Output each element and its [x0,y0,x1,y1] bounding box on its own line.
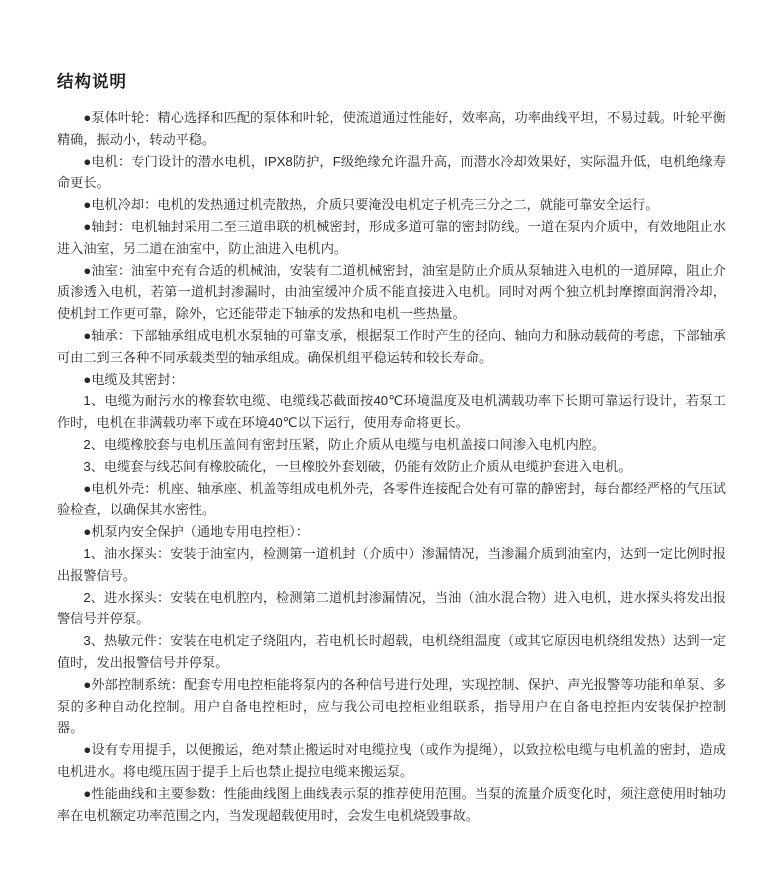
paragraph: ●性能曲线和主要参数：性能曲线图上曲线表示泵的推荐使用范围。当泵的流量介质变化时，须注意使用时轴功率在电机额定功率范围之内，当发现超载使用时，会发生电机烧毁事故。 [57,785,726,823]
paragraph: 2、进水探头：安装在电机腔内，检测第二道机封渗漏情况，当油（油水混合物）进入电机，进水探头将发出报警信号并停泵。 [57,589,726,627]
paragraph: ●轴承：下部轴承组成电机水泵轴的可靠支承，根据泵工作时产生的径向、轴向力和脉动载荷的考虑，下部轴承可由二到三各种不同承载类型的轴承组成。确保机组平稳运转和较长寿命。 [57,327,726,365]
paragraph: ●油室：油室中充有合适的机械油，安装有二道机械密封，油室是防止介质从泵轴进入电机的一道屏障，阻止介质渗透入电机，若第一道机封渗漏时，由油室缓冲介质不能直接进入电机。同时对两个独立机封摩擦面润滑冷却，使机封工作更可靠，除外，它还能带走下轴承的发热和电机一些热量。 [57,262,726,322]
paragraph: ●泵体叶轮：精心选择和匹配的泵体和叶轮，使流道通过性能好，效率高，功率曲线平坦，不易过载。叶轮平衡精确，振动小，转动平稳。 [57,110,726,147]
document-title: 结构说明 [57,73,127,91]
paragraph: 1、电缆为耐污水的橡套软电缆、电缆线芯截面按40℃环境温度及电机满载功率下长期可靠运行设计，若泵工作时，电机在非满载功率下或在环境40℃以下运行，使用寿命将更长。 [57,393,726,431]
paragraph: 2、电缆橡胶套与电机压盖间有密封压紧，防止介质从电缆与电机盖接口间渗入电机内腔。 [83,436,606,452]
paragraph: 3、电缆套与线芯间有橡胶硫化，一旦橡胶外套划破，仍能有效防止介质从电缆护套进入电机。 [83,458,632,474]
paragraph: ●电机冷却：电机的发热通过机壳散热，介质只要淹没电机定子机壳三分之二，就能可靠安全运行。 [83,197,659,213]
paragraph: ●外部控制系统：配套专用电控柜能将泵内的各种信号进行处理，实现控制、保护、声光报警等功能和单泵、多泵的多种自动化控制。用户自备电控柜时，应与我公司电控柜业组联系，指导用户在自备电控拒内安装保护控制器。 [57,676,726,736]
paragraph: ●机泵内安全保护（通地专用电控柜）： [83,524,309,540]
paragraph: ●电机外壳：机座、轴承座、机盖等组成电机外壳，各零件连接配合处有可靠的静密封，每台都经严格的气压试验检查，以确保其水密性。 [57,480,726,518]
paragraph: ●电缆及其密封： [83,371,184,387]
paragraph: 1、油水探头：安装于油室内，检测第一道机封（介质中）渗漏情况，当渗漏介质到油室内，达到一定比例时报出报警信号。 [57,545,726,583]
paragraph: 3、热敏元件：安装在电机定子绕阻内，若电机长时超载，电机绕组温度（或其它原因电机绕组发热）达到一定值时，发出报警信号并停泵。 [57,633,726,670]
paragraph-list [57,107,726,826]
paragraph: ●设有专用提手，以便搬运，绝对禁止搬运时对电缆拉曳（或作为提绳），以致拉松电缆与电机盖的密封，造成电机进水。将电缆压固于提手上后也禁止提拉电缆来搬运泵。 [57,742,726,779]
paragraph: ●轴封：电机轴封采用二至三道串联的机械密封，形成多道可靠的密封防线。一道在泵内介质中，有效地阻止水进入油室，另二道在油室中，防止油进入电机内。 [57,218,726,256]
paragraph: ●电机：专门设计的潜水电机，IPX8防护，F级绝缘允许温升高，而潜水冷却效果好，实际温升低，电机绝缘寿命更长。 [57,153,726,191]
